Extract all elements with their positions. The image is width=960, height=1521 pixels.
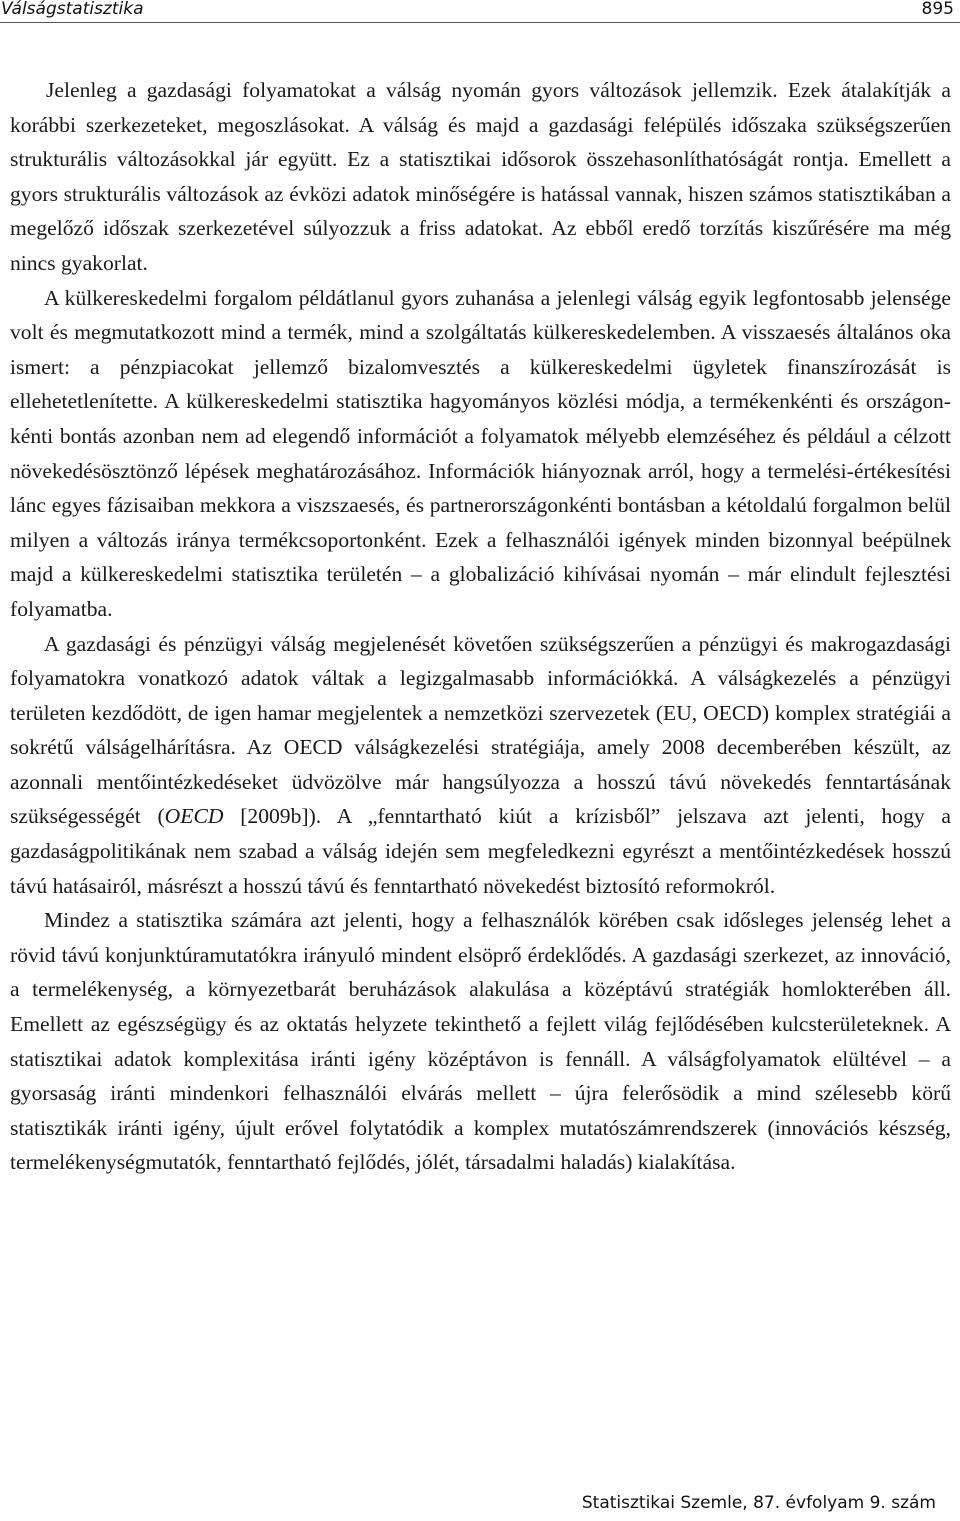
- running-header: [0, 0, 960, 23]
- page-number: 895: [921, 0, 954, 19]
- paragraph: A külkereskedelmi forgalom példátlanul gyors zuhanása a jelenlegi válság egyik legfontosabb jelensége volt és megmutatkozott mind a termék, mind a szolgáltatás külkereskedelemben. A visszaesés általános oka ismert: a pénzpiacokat jellemző bizalomvesztés a külkereskedelmi ügyletek finanszírozását is ellehetetlenítette. A külkereskedelmi statisztika hagyományos közlési módja, a termékenkénti és országonkénti bontás azonban nem ad elegendő információt a folyamatok mélyebb elemzéséhez és például a célzott növekedésösztönző lépések meghatározásához. Információk hiányoznak arról, hogy a termelési-értékesítési lánc egyes fázisaiban mekkora a viszszaesés, és partnerországonkénti bontásban a kétoldalú forgalmon belül milyen a változás iránya termékcsoportonként. Ezek a felhasználói igények minden bizonnyal beépülnek majd a külkereskedelmi statisztika területén – a globalizáció kihívásai nyomán – már elindult fejlesztési folyamatba.: [10, 285, 951, 621]
- paragraph: [10, 627, 951, 904]
- paragraph-text: [2009b]). A „fenntartható kiút a krízisből” jelszava azt jelenti, hogy a gazdaságpolitikának nem szabad a válság idején sem megfeledkezni egyrészt a mentőintézkedések hosszú távú hatásairól, másrészt a hosszú távú és fenntartható növekedést biztosító reformokról.: [10, 804, 951, 898]
- paragraph: Mindez a statisztika számára azt jelenti, hogy a felhasználók körében csak idősleges jelenség lehet a rövid távú konjunktúramutatókra irányuló mindent elsöprő érdeklődés. A gazdasági szerkezet, az innováció, a termelékenység, a környezetbarát beruházások alakulása a középtávú stratégiák homlokterében áll. Emellett az egészségügy és az oktatás helyzete tekinthető a fejlett világ fejlődésében kulcsterületeknek. A statisztikai adatok komplexitása iránti igény középtávon is fennáll. A válságfolyamatok elültével – a gyorsaság iránti mindenkori felhasználói elvárás mellett – újra felerősödik a mind szélesebb körű statisztikák iránti igény, újult erővel folytatódik a komplex mutatószámrendszerek (innovációs készség, termelékenységmutatók, fenntartható fejlődés, jólét, társadalmi haladás) kialakítása.: [10, 908, 951, 1175]
- paragraph-text: A gazdasági és pénzügyi válság megjelenését követően szükségszerűen a pénzügyi és makrogazdasági folyamatokra vonatkozó adatok váltak a legizgalmasabb információkká. A válságkezelés a pénzügyi területen kezdődött, de igen hamar megjelentek a nemzetközi szervezetek (EU, OECD) komplex stratégiái a sokrétű válságelhárításra. Az OECD válságkezelési stratégiája, amely 2008 decemberében készült, az azonnali mentőintézkedéseket üdvözölve már hangsúlyozza a hosszú távú növekedés fenntartásának szükségességét (: [10, 631, 951, 829]
- article-body: [10, 73, 951, 1180]
- journal-footer: Statisztikai Szemle, 87. évfolyam 9. szám: [581, 1493, 936, 1513]
- paragraph: Jelenleg a gazdasági folyamatokat a válság nyomán gyors változások jellemzik. Ezek átalakítják a korábbi szerkezeteket, megoszlásokat. A válság és majd a gazdasági felépülés időszaka szükségszerűen strukturális változásokkal jár együtt. Ez a statisztikai idősorok összehasonlíthatóságát rontja. Emellett a gyors strukturális változások az évközi adatok minőségére is hatással vannak, hiszen számos statisztikában a megelőző időszak szerkezetével súlyozzuk a friss adatokat. Az ebből eredő torzítás kiszűrésére ma még nincs gyakorlat.: [10, 78, 951, 275]
- running-title: Válságstatisztika: [1, 0, 144, 19]
- citation-author: OECD: [164, 804, 224, 829]
